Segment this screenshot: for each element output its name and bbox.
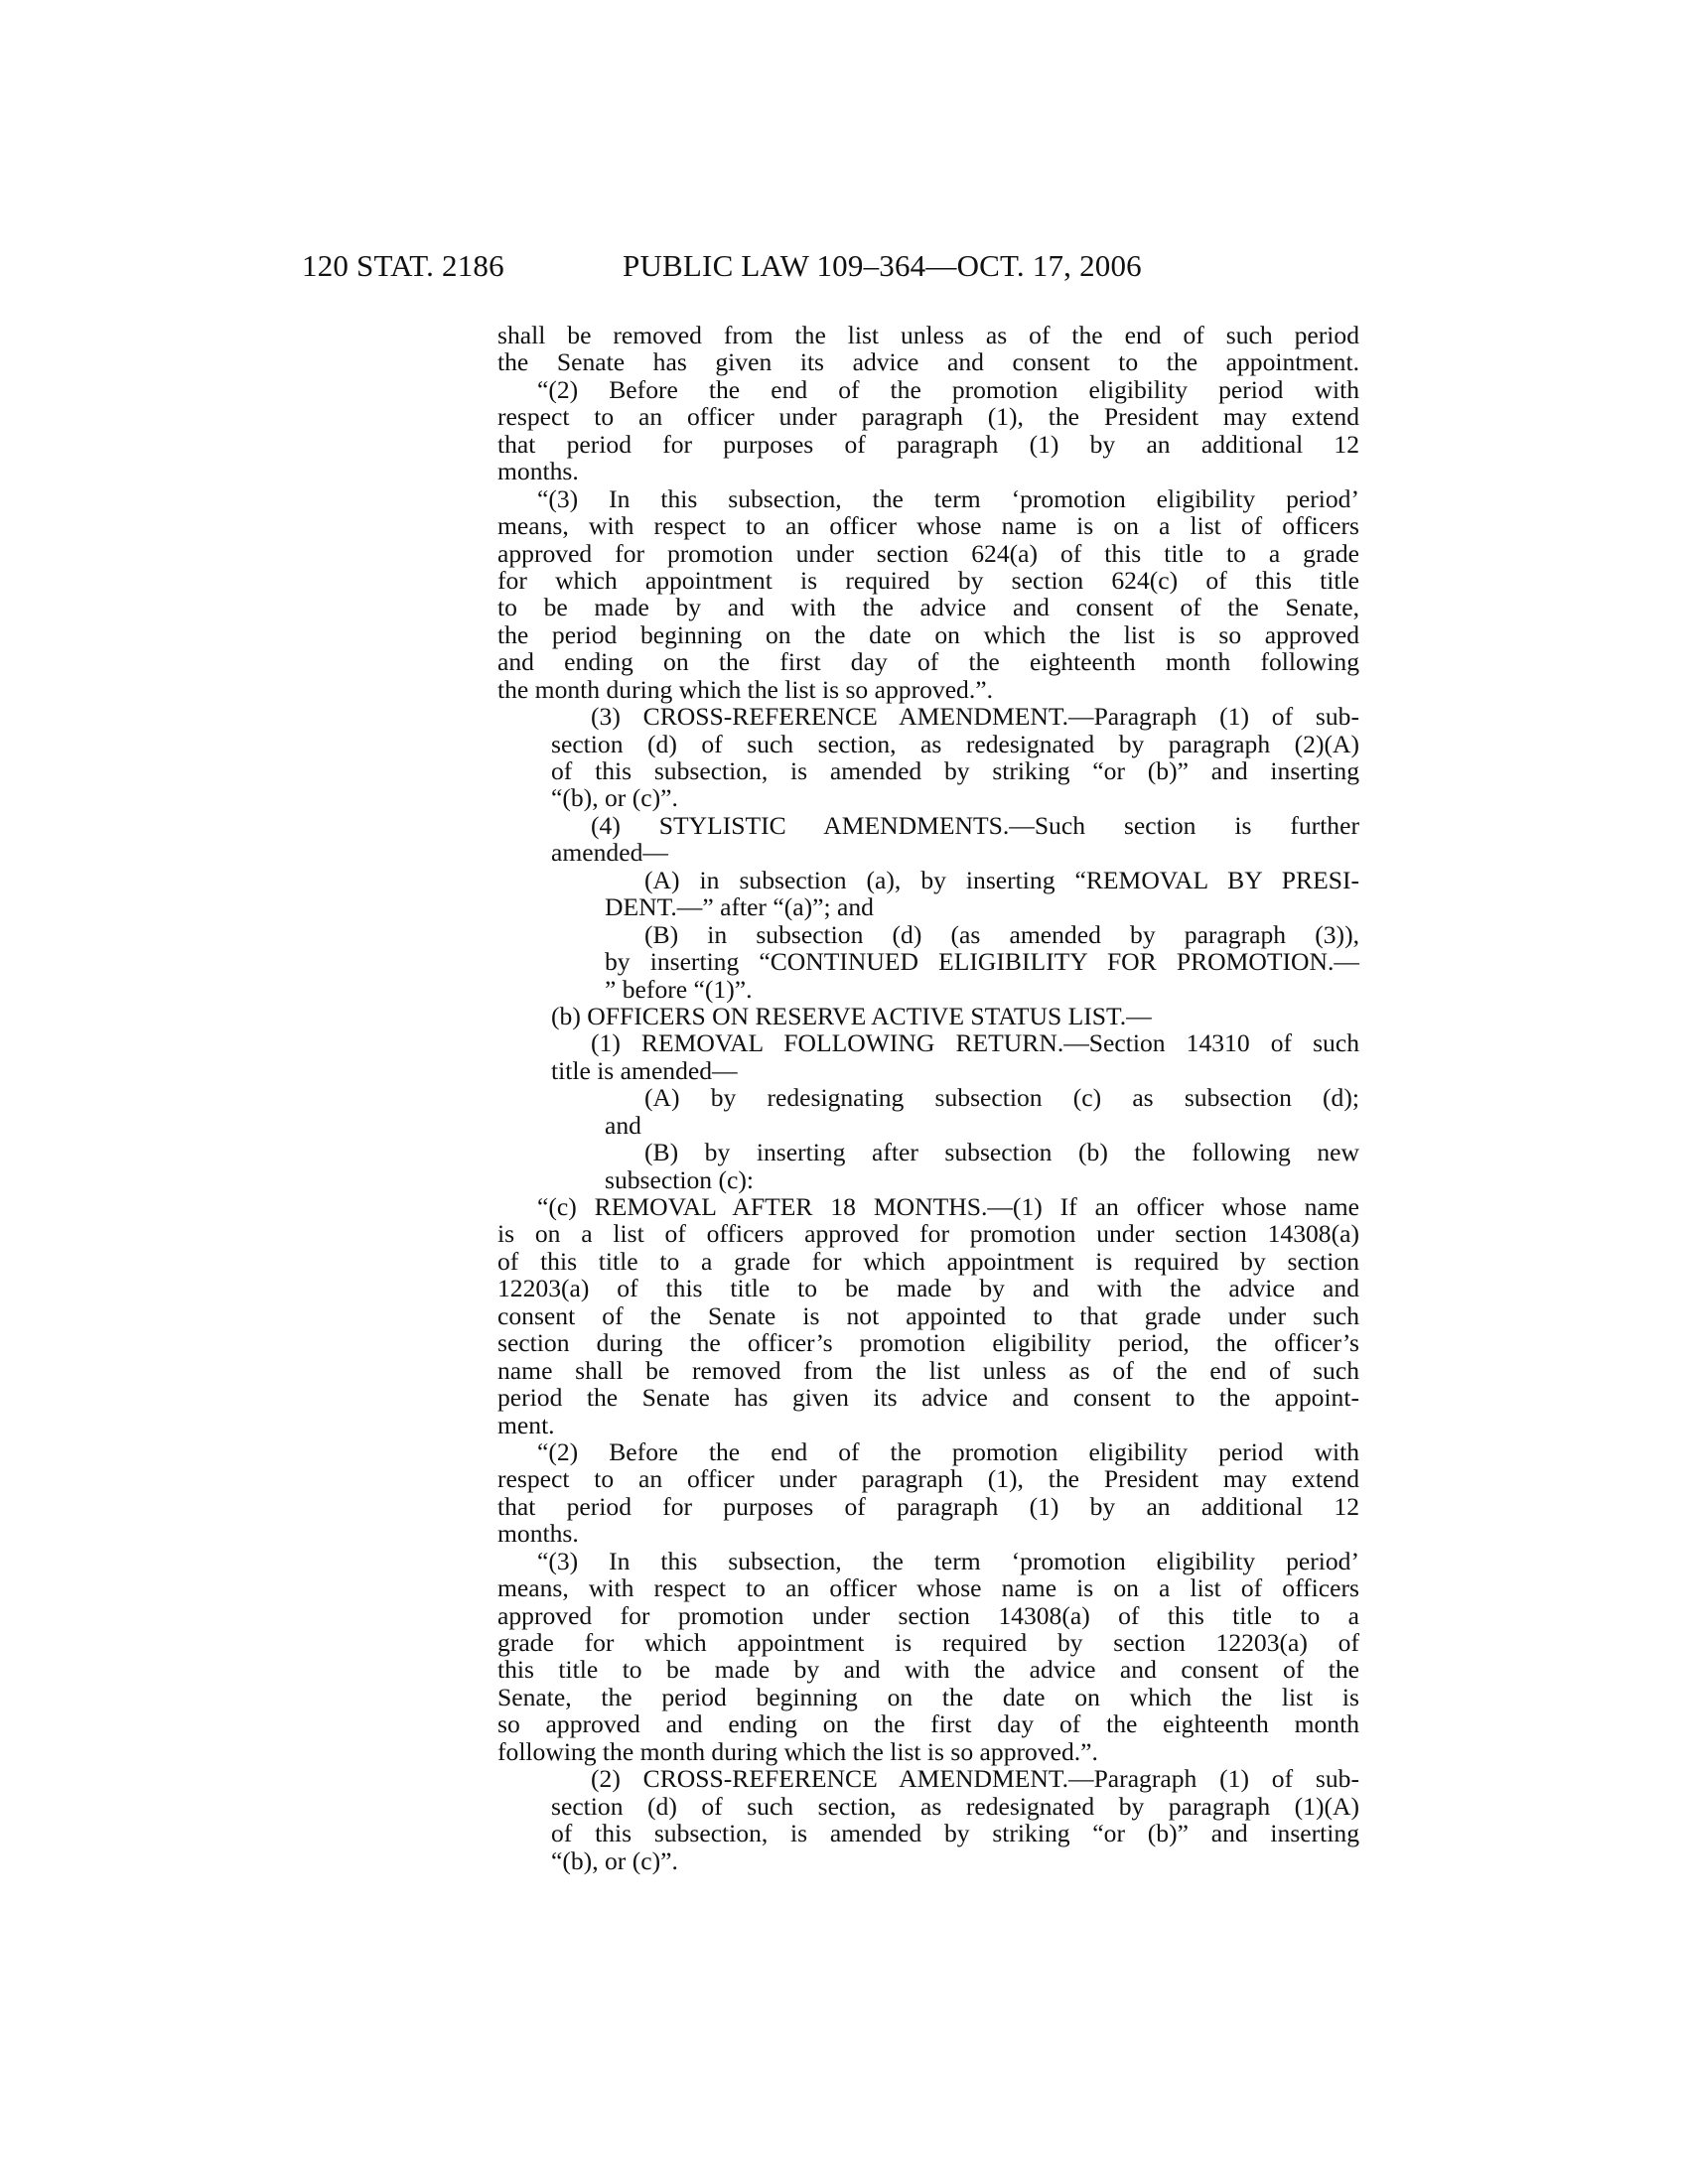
text-line: ” before “(1)”. <box>605 974 753 1004</box>
text-line: the month during which the list is so approved.”. <box>497 674 994 704</box>
text-line: amended— <box>551 838 668 868</box>
text-line: period the Senate has given its advice and consent to the appoint- <box>497 1383 1359 1413</box>
text-line: to be made by and with the advice and consent of the Senate, <box>497 593 1359 622</box>
text-line: subsection (c): <box>605 1164 754 1194</box>
text-line: section (d) of such section, as redesignated by paragraph (1)(A) <box>551 1791 1359 1821</box>
text-line: title is amended— <box>551 1055 738 1085</box>
text-line: (1) REMOVAL FOLLOWING RETURN.—Section 14310 of such <box>591 1028 1359 1058</box>
text-line: (B) by inserting after subsection (b) the following new <box>644 1138 1359 1167</box>
text-line: “(c) REMOVAL AFTER 18 MONTHS.—(1) If an officer whose name <box>537 1192 1359 1221</box>
text-line: and <box>605 1110 641 1140</box>
text-line: (2) CROSS-REFERENCE AMENDMENT.—Paragraph (1) of sub- <box>591 1764 1359 1794</box>
text-line: “(b), or (c)”. <box>551 783 678 813</box>
text-line: (4) STYLISTIC AMENDMENTS.—Such section is further <box>591 810 1359 840</box>
text-line: respect to an officer under paragraph (1), the President may extend <box>497 1464 1359 1494</box>
text-line: 12203(a) of this title to be made by and with the advice and <box>497 1274 1359 1303</box>
text-line: for which appointment is required by section 624(c) of this title <box>497 565 1359 595</box>
text-line: the Senate has given its advice and consent to the appointment. <box>497 347 1359 377</box>
text-line: Senate, the period beginning on the date on which the list is <box>497 1682 1359 1711</box>
text-line: (B) in subsection (d) (as amended by paragraph (3)), <box>644 919 1359 949</box>
text-line: (b) OFFICERS ON RESERVE ACTIVE STATUS LIST.— <box>551 1001 1152 1030</box>
text-line: “(2) Before the end of the promotion eligibility period with <box>537 1436 1359 1466</box>
text-line: months. <box>497 457 579 486</box>
text-line: that period for purposes of paragraph (1) by an additional 12 <box>497 429 1359 459</box>
text-line: DENT.—” after “(a)”; and <box>605 892 874 922</box>
text-line: means, with respect to an officer whose name is on a list of officers <box>497 511 1359 541</box>
text-line: respect to an officer under paragraph (1), the President may extend <box>497 402 1359 432</box>
text-line: and ending on the first day of the eighteenth month following <box>497 647 1359 677</box>
text-line: of this subsection, is amended by striking “or (b)” and inserting <box>551 1819 1359 1848</box>
text-line: is on a list of officers approved for promotion under section 14308(a) <box>497 1219 1359 1249</box>
text-line: consent of the Senate is not appointed to that grade under such <box>497 1300 1359 1330</box>
text-line: approved for promotion under section 624(a) of this title to a grade <box>497 538 1359 568</box>
text-line: “(3) In this subsection, the term ‘promotion eligibility period’ <box>537 483 1359 513</box>
text-line: section (d) of such section, as redesignated by paragraph (2)(A) <box>551 729 1359 758</box>
text-line: name shall be removed from the list unless as of the end of such <box>497 1355 1359 1385</box>
running-header-title: PUBLIC LAW 109–364—OCT. 17, 2006 <box>623 248 1142 283</box>
text-line: “(3) In this subsection, the term ‘promotion eligibility period’ <box>537 1546 1359 1575</box>
text-line: so approved and ending on the first day of the eighteenth month <box>497 1709 1359 1739</box>
text-line: the period beginning on the date on which the list is so approved <box>497 619 1359 649</box>
statute-page-reference: 120 STAT. 2186 <box>302 248 504 283</box>
text-line: ment. <box>497 1410 555 1439</box>
text-line: “(2) Before the end of the promotion eligibility period with <box>537 374 1359 404</box>
text-line: (A) in subsection (a), by inserting “REMOVAL BY PRESI- <box>644 865 1359 894</box>
text-line: of this subsection, is amended by striking “or (b)” and inserting <box>551 756 1359 785</box>
text-line: months. <box>497 1519 579 1549</box>
text-line: of this title to a grade for which appointment is required by section <box>497 1246 1359 1276</box>
text-line: (A) by redesignating subsection (c) as subsection (d); <box>644 1083 1359 1113</box>
text-line: approved for promotion under section 14308(a) of this title to a <box>497 1600 1359 1630</box>
text-line: this title to be made by and with the advice and consent of the <box>497 1655 1359 1685</box>
text-line: (3) CROSS-REFERENCE AMENDMENT.—Paragraph (1) of sub- <box>591 702 1359 732</box>
text-line: following the month during which the list is so approved.”. <box>497 1736 1098 1766</box>
body-text <box>497 322 1359 1874</box>
text-line: shall be removed from the list unless as of the end of such period <box>497 321 1359 349</box>
text-line: grade for which appointment is required by section 12203(a) of <box>497 1628 1359 1657</box>
text-line: by inserting “CONTINUED ELIGIBILITY FOR PROMOTION.— <box>605 947 1359 977</box>
text-line: section during the officer’s promotion eligibility period, the officer’s <box>497 1328 1359 1358</box>
text-line: “(b), or (c)”. <box>551 1845 678 1875</box>
text-line: means, with respect to an officer whose name is on a list of officers <box>497 1573 1359 1603</box>
text-line: that period for purposes of paragraph (1) by an additional 12 <box>497 1491 1359 1521</box>
